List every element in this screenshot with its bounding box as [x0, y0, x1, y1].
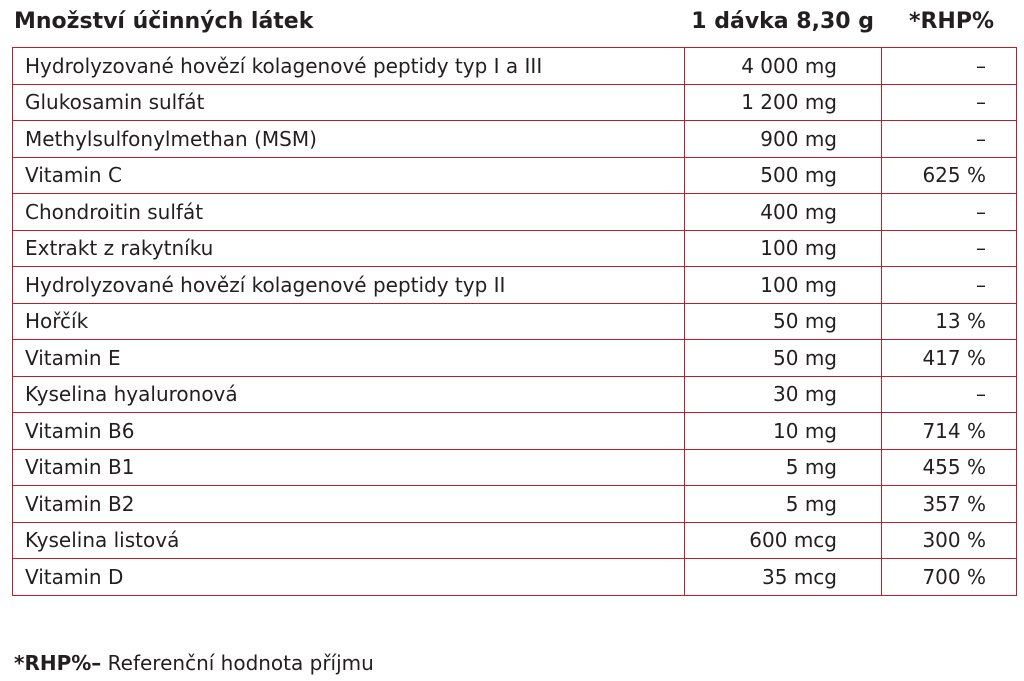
- substance-rhp: 700 %: [882, 559, 1017, 596]
- substance-dose: 1 200 mg: [685, 84, 882, 121]
- footnote-text: Referenční hodnota příjmu: [101, 651, 374, 675]
- table-header: [0, 0, 1024, 47]
- substance-rhp: –: [882, 267, 1017, 304]
- header-rhp-label: *RHP%: [908, 9, 994, 34]
- substance-name: Vitamin B6: [13, 413, 685, 450]
- substance-rhp: 300 %: [882, 522, 1017, 559]
- substance-rhp: 417 %: [882, 340, 1017, 377]
- substance-rhp: 625 %: [882, 157, 1017, 194]
- substance-dose: 100 mg: [685, 230, 882, 267]
- header-substances-label: Množství účinných látek: [14, 9, 314, 34]
- table-row: [13, 230, 1017, 267]
- substance-name: Kyselina hyaluronová: [13, 376, 685, 413]
- substance-name: Vitamin C: [13, 157, 685, 194]
- table-row: [13, 194, 1017, 231]
- table-row: [13, 303, 1017, 340]
- table-row: [13, 376, 1017, 413]
- substance-dose: 5 mg: [685, 449, 882, 486]
- substance-dose: 500 mg: [685, 157, 882, 194]
- substance-rhp: 357 %: [882, 486, 1017, 523]
- substance-name: Glukosamin sulfát: [13, 84, 685, 121]
- substance-name: Methylsulfonylmethan (MSM): [13, 121, 685, 158]
- substance-name: Kyselina listová: [13, 522, 685, 559]
- substance-rhp: 13 %: [882, 303, 1017, 340]
- substance-dose: 400 mg: [685, 194, 882, 231]
- substance-name: Vitamin E: [13, 340, 685, 377]
- table-row: [13, 157, 1017, 194]
- table-row: [13, 84, 1017, 121]
- substance-name: Vitamin B2: [13, 486, 685, 523]
- substance-rhp: –: [882, 230, 1017, 267]
- substance-name: Vitamin B1: [13, 449, 685, 486]
- substance-name: Extrakt z rakytníku: [13, 230, 685, 267]
- footnote-term: *RHP%–: [14, 651, 102, 675]
- substance-dose: 50 mg: [685, 303, 882, 340]
- substance-rhp: –: [882, 48, 1017, 85]
- nutrition-table: [12, 47, 1017, 596]
- substance-dose: 900 mg: [685, 121, 882, 158]
- substance-rhp: 714 %: [882, 413, 1017, 450]
- table-row: [13, 121, 1017, 158]
- substance-dose: 600 mcg: [685, 522, 882, 559]
- substance-dose: 35 mcg: [685, 559, 882, 596]
- substance-dose: 50 mg: [685, 340, 882, 377]
- table-row: [13, 559, 1017, 596]
- table-row: [13, 449, 1017, 486]
- table-row: [13, 48, 1017, 85]
- substance-rhp: –: [882, 121, 1017, 158]
- table-row: [13, 522, 1017, 559]
- substance-dose: 10 mg: [685, 413, 882, 450]
- table-row: [13, 340, 1017, 377]
- table-row: [13, 486, 1017, 523]
- substance-dose: 5 mg: [685, 486, 882, 523]
- table-row: [13, 267, 1017, 304]
- table-row: [13, 413, 1017, 450]
- substance-name: Vitamin D: [13, 559, 685, 596]
- substance-dose: 4 000 mg: [685, 48, 882, 85]
- substance-rhp: 455 %: [882, 449, 1017, 486]
- substance-rhp: –: [882, 84, 1017, 121]
- substance-dose: 30 mg: [685, 376, 882, 413]
- substance-name: Hydrolyzované hovězí kolagenové peptidy typ II: [13, 267, 685, 304]
- substance-name: Hydrolyzované hovězí kolagenové peptidy typ I a III: [13, 48, 685, 85]
- substance-rhp: –: [882, 376, 1017, 413]
- substance-dose: 100 mg: [685, 267, 882, 304]
- footnote: [14, 651, 374, 675]
- substance-name: Chondroitin sulfát: [13, 194, 685, 231]
- header-dose-label: 1 dávka 8,30 g: [691, 9, 874, 34]
- substance-rhp: –: [882, 194, 1017, 231]
- substance-name: Hořčík: [13, 303, 685, 340]
